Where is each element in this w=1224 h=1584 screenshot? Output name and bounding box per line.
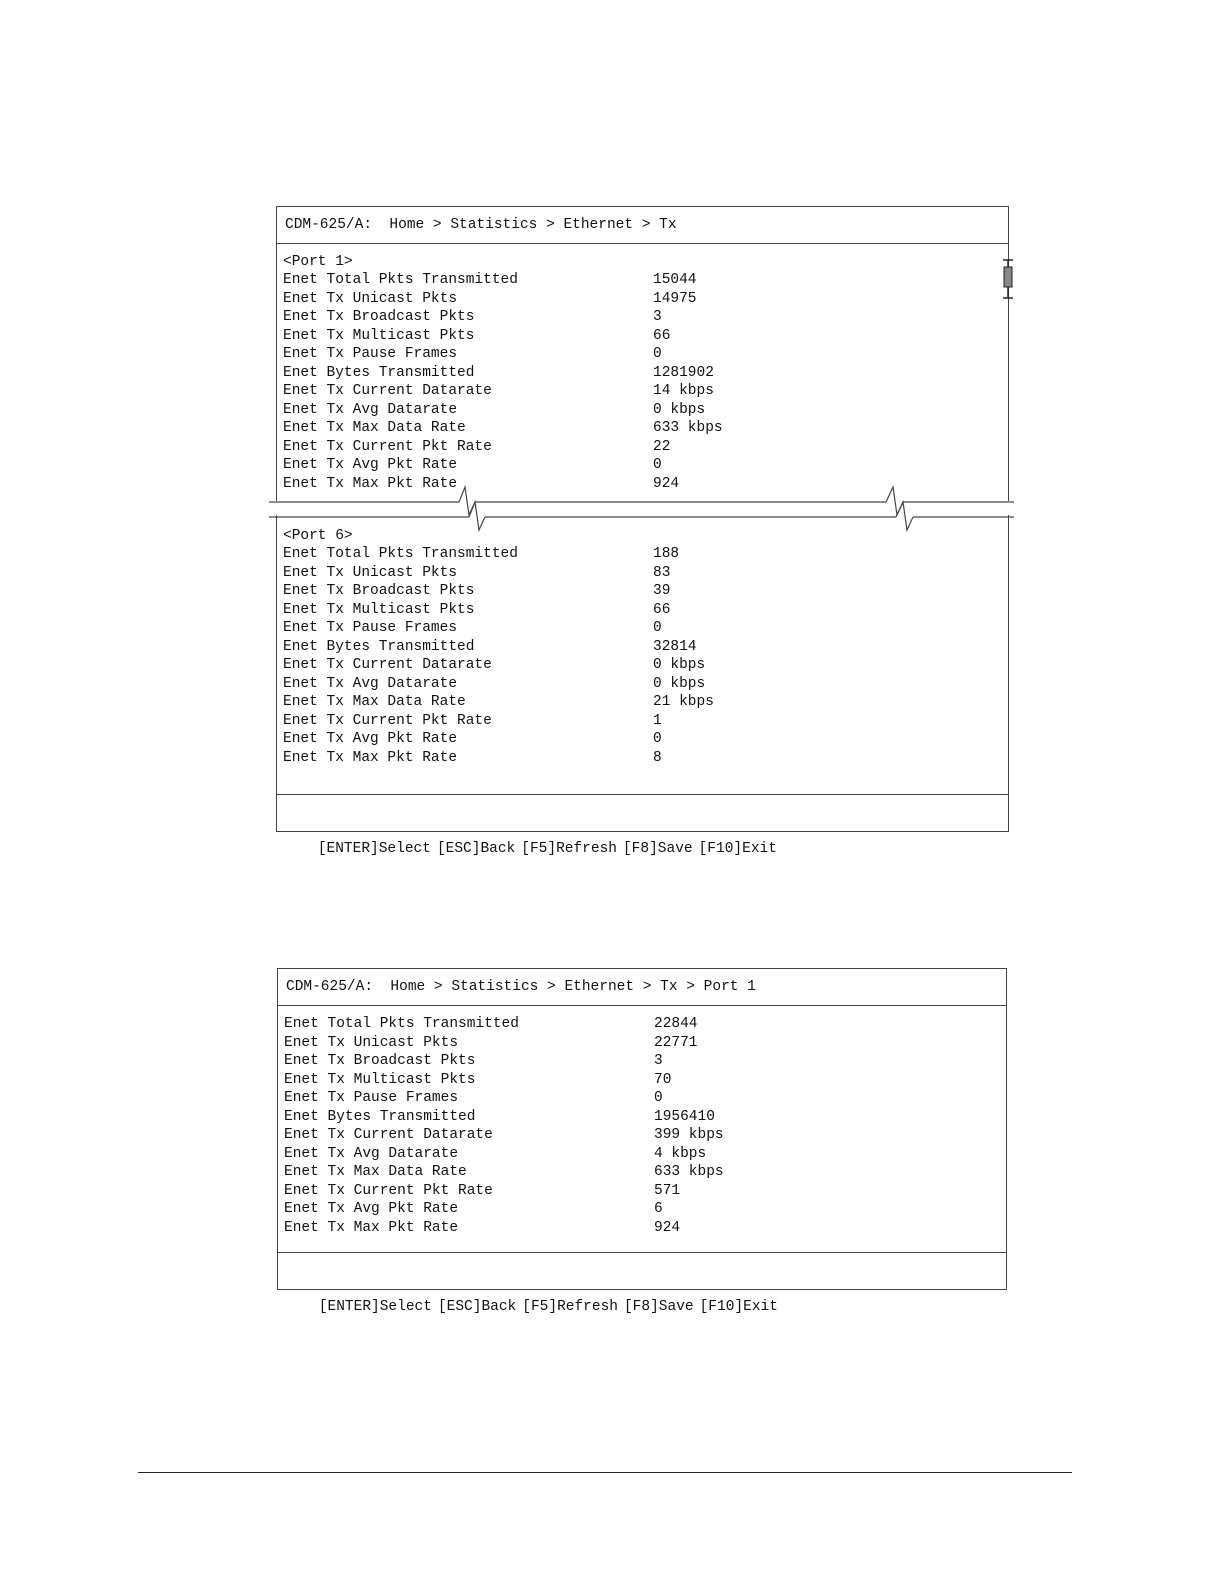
stat-row[interactable]: [284, 1163, 984, 1182]
stat-row[interactable]: [283, 271, 983, 290]
stat-row[interactable]: [283, 364, 983, 383]
stat-value: 32814: [653, 638, 697, 655]
stat-label: Enet Tx Multicast Pkts: [283, 601, 475, 618]
stat-row[interactable]: [284, 1219, 984, 1238]
stat-row[interactable]: [283, 290, 983, 309]
stat-label: Enet Bytes Transmitted: [284, 1108, 476, 1125]
page-footer-rule: [138, 1472, 1072, 1473]
f8-save-key[interactable]: [F8]Save: [623, 1299, 694, 1315]
function-key-bar: [277, 794, 1008, 857]
stat-value: 4 kbps: [654, 1145, 707, 1162]
f8-save-key[interactable]: [F8]Save: [622, 841, 693, 857]
f5-refresh-key[interactable]: [F5]Refresh: [522, 1299, 618, 1315]
terminal-screen-tx: [276, 206, 1009, 857]
f5-refresh-key[interactable]: [F5]Refresh: [521, 841, 617, 857]
stat-value: 1281902: [653, 364, 714, 381]
stat-value: 22: [653, 438, 671, 455]
port-6-heading[interactable]: <Port 6>: [283, 528, 353, 544]
f10-exit-key[interactable]: [F10]Exit: [699, 1299, 778, 1315]
stat-value: 70: [654, 1071, 672, 1088]
stat-label: Enet Bytes Transmitted: [283, 638, 475, 655]
stat-row[interactable]: [284, 1126, 984, 1145]
stat-value: 66: [653, 601, 671, 618]
stat-value: 22844: [654, 1016, 698, 1032]
stat-label: Enet Tx Avg Datarate: [283, 401, 458, 418]
stat-label: Enet Tx Pause Frames: [283, 346, 458, 362]
stat-row[interactable]: [283, 401, 983, 420]
stat-value: 22771: [654, 1034, 698, 1051]
stat-value: 571: [654, 1182, 681, 1199]
stat-label: Enet Tx Max Pkt Rate: [284, 1219, 459, 1236]
stat-label: Enet Tx Unicast Pkts: [283, 564, 458, 581]
stat-value: 399 kbps: [654, 1127, 724, 1143]
stat-value: 21 kbps: [653, 694, 714, 710]
stat-label: Enet Total Pkts Transmitted: [283, 546, 518, 562]
stat-row[interactable]: [283, 308, 983, 327]
stat-label: Enet Tx Broadcast Pkts: [284, 1053, 476, 1069]
stat-label: Enet Tx Pause Frames: [284, 1090, 459, 1106]
stat-value: 924: [654, 1219, 681, 1236]
stat-value: 0: [654, 1090, 663, 1106]
stat-value: 15044: [653, 272, 697, 288]
stat-label: Enet Tx Current Datarate: [283, 383, 492, 399]
stat-label: Enet Tx Max Data Rate: [284, 1164, 467, 1180]
stat-label: Enet Tx Pause Frames: [283, 620, 458, 636]
terminal-screen-tx-port1: [277, 968, 1007, 1315]
stat-value: 633 kbps: [654, 1164, 724, 1180]
stat-row[interactable]: [283, 564, 983, 583]
scrollbar-icon[interactable]: [1002, 259, 1014, 299]
breadcrumb: CDM-625/A: Home > Statistics > Ethernet > Tx > Port 1: [278, 969, 1006, 1006]
stat-row[interactable]: [284, 1015, 984, 1034]
stat-row[interactable]: [283, 749, 983, 768]
esc-back-key[interactable]: [ESC]Back: [436, 841, 516, 857]
stat-label: Enet Bytes Transmitted: [283, 364, 475, 381]
stat-label: Enet Tx Current Pkt Rate: [284, 1182, 493, 1199]
f10-exit-key[interactable]: [F10]Exit: [698, 841, 777, 857]
stat-label: Enet Tx Multicast Pkts: [284, 1071, 476, 1088]
stat-row[interactable]: [283, 675, 983, 694]
stat-label: Enet Tx Current Pkt Rate: [283, 438, 492, 455]
stat-value: 1956410: [654, 1108, 715, 1125]
stat-label: Enet Tx Unicast Pkts: [284, 1034, 459, 1051]
stat-row[interactable]: [283, 345, 983, 364]
stat-row[interactable]: [283, 712, 983, 731]
stat-row[interactable]: [283, 656, 983, 675]
stat-label: Enet Tx Avg Pkt Rate: [283, 457, 458, 473]
stat-label: Enet Tx Max Data Rate: [283, 694, 466, 710]
stat-label: Enet Tx Avg Datarate: [284, 1145, 459, 1162]
stat-row[interactable]: [283, 419, 983, 438]
stat-label: Enet Tx Max Data Rate: [283, 420, 466, 436]
stat-row[interactable]: [283, 582, 983, 601]
function-key-bar: [278, 1252, 1006, 1315]
stat-row[interactable]: [283, 327, 983, 346]
break-zigzag-icon: [269, 485, 1019, 535]
stat-label: Enet Tx Avg Datarate: [283, 675, 458, 692]
enter-select-key[interactable]: [ENTER]Select: [317, 841, 431, 857]
stat-row[interactable]: [284, 1034, 984, 1053]
stat-value: 0: [653, 731, 662, 747]
stat-row[interactable]: [284, 1071, 984, 1090]
stat-label: Enet Total Pkts Transmitted: [284, 1016, 519, 1032]
stat-label: Enet Total Pkts Transmitted: [283, 272, 518, 288]
stat-label: Enet Tx Avg Pkt Rate: [283, 731, 458, 747]
stat-value: 83: [653, 564, 671, 581]
stat-row[interactable]: [284, 1052, 984, 1071]
stat-value: 924: [653, 475, 680, 492]
stat-row[interactable]: [284, 1108, 984, 1127]
stat-label: Enet Tx Max Pkt Rate: [283, 475, 458, 492]
stat-value: 0 kbps: [653, 401, 706, 418]
stat-label: Enet Tx Unicast Pkts: [283, 290, 458, 307]
stat-value: 0: [653, 620, 662, 636]
stat-label: Enet Tx Multicast Pkts: [283, 327, 475, 344]
breadcrumb: CDM-625/A: Home > Statistics > Ethernet > Tx: [277, 207, 1008, 244]
stat-value: 0 kbps: [653, 675, 706, 692]
stat-row[interactable]: [283, 601, 983, 620]
stat-value: 1: [653, 712, 662, 729]
stat-row[interactable]: [284, 1089, 984, 1108]
stat-label: Enet Tx Broadcast Pkts: [283, 583, 475, 599]
stat-value: 0: [653, 457, 662, 473]
esc-back-key[interactable]: [ESC]Back: [437, 1299, 517, 1315]
stat-value: 6: [654, 1201, 663, 1217]
stat-value: 633 kbps: [653, 420, 723, 436]
stat-label: Enet Tx Current Pkt Rate: [283, 712, 492, 729]
stat-value: 188: [653, 546, 680, 562]
stat-label: Enet Tx Broadcast Pkts: [283, 309, 475, 325]
stat-value: 39: [653, 583, 671, 599]
stat-row[interactable]: [283, 545, 983, 564]
stat-value: 14975: [653, 290, 697, 307]
stat-value: 3: [653, 309, 662, 325]
stat-value: 3: [654, 1053, 663, 1069]
stat-label: Enet Tx Max Pkt Rate: [283, 749, 458, 766]
stat-row[interactable]: [283, 693, 983, 712]
stat-row[interactable]: [283, 638, 983, 657]
stat-row[interactable]: [283, 619, 983, 638]
enter-select-key[interactable]: [ENTER]Select: [318, 1299, 432, 1315]
stat-row[interactable]: [283, 438, 983, 457]
stat-row[interactable]: [284, 1182, 984, 1201]
stat-row[interactable]: [284, 1200, 984, 1219]
stat-value: 0: [653, 346, 662, 362]
stat-value: 0 kbps: [653, 657, 706, 673]
stat-label: Enet Tx Avg Pkt Rate: [284, 1201, 459, 1217]
stat-label: Enet Tx Current Datarate: [284, 1127, 493, 1143]
stat-value: 66: [653, 327, 671, 344]
stat-value: 8: [653, 749, 662, 766]
port-1-heading[interactable]: <Port 1>: [283, 254, 353, 270]
stat-row[interactable]: [283, 456, 983, 475]
stat-row[interactable]: [284, 1145, 984, 1164]
stat-row[interactable]: [283, 382, 983, 401]
stat-row[interactable]: [283, 730, 983, 749]
stat-value: 14 kbps: [653, 383, 714, 399]
stat-label: Enet Tx Current Datarate: [283, 657, 492, 673]
